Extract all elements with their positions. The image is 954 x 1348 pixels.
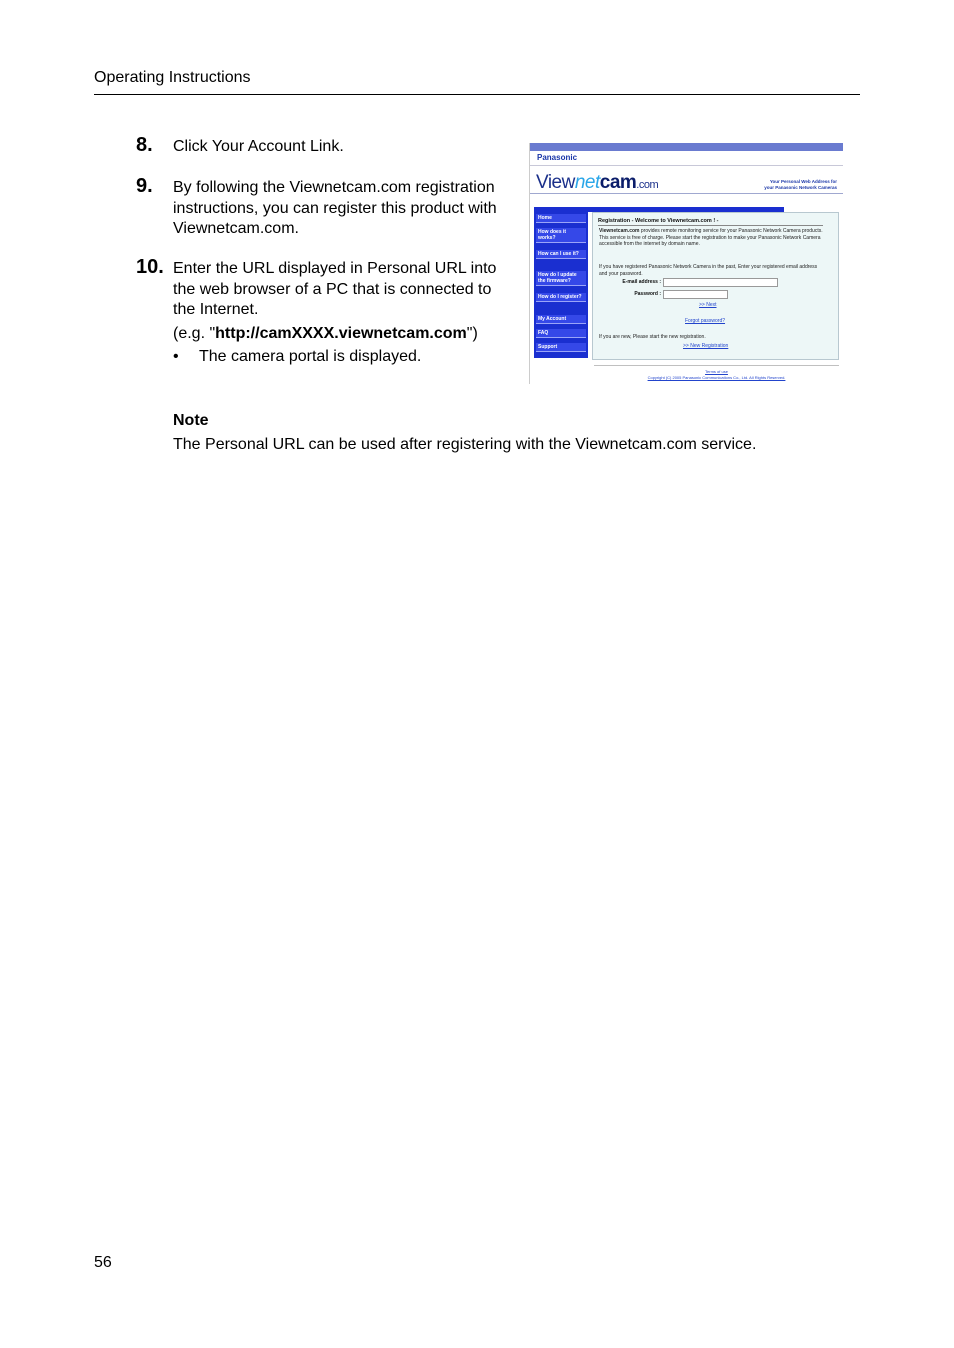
header-title: Operating Instructions	[94, 69, 251, 86]
nav-item-faq[interactable]: FAQ	[536, 329, 586, 338]
step-text: Enter the URL displayed in Personal URL into the web browser of a PC that is connected to the Internet.	[173, 260, 497, 318]
example-url: http://camXXXX.viewnetcam.com	[215, 325, 467, 342]
registered-text: If you have registered Panasonic Network Camera in the past, Enter your registered email address and your password.	[599, 264, 818, 277]
note-text: The Personal URL can be used after registering with the Viewnetcam.com service.	[173, 436, 757, 453]
sidebar-nav	[534, 212, 588, 358]
nav-item-register[interactable]: How do I register?	[536, 293, 586, 302]
footer	[594, 369, 839, 381]
nav-item-how-can-i-use[interactable]: How can I use it?	[536, 250, 586, 259]
email-field[interactable]	[663, 278, 778, 287]
bullet-text: The camera portal is displayed.	[199, 348, 422, 365]
step-text: By following the Viewnetcam.com registration instructions, you can register this product with Viewnetcam.com.	[173, 179, 497, 237]
step-number: 10.	[136, 256, 164, 278]
email-label: E-mail address :	[622, 279, 661, 285]
page-number: 56	[94, 1254, 112, 1271]
example-prefix: (e.g. "	[173, 325, 216, 342]
registration-title: Registration - Welcome to Viewnetcam.com ! -	[598, 218, 719, 224]
nav-item-support[interactable]: Support	[536, 343, 586, 352]
intro-text: Viewnetcam.com provides remote monitoring service for your Panasonic Network Camera products. This service is free of charge. Please start the registration to make your Panasonic Network Camera accessible from the internet by domain name.	[599, 228, 823, 247]
top-bar	[530, 143, 843, 151]
nav-item-home[interactable]: Home	[536, 214, 586, 223]
copyright-link[interactable]: Copyright (C) 2005 Panasonic Communications Co., Ltd. All Rights Reserved.	[647, 375, 786, 380]
nav-item-update-firmware[interactable]: How do I update the firmware?	[536, 271, 586, 286]
divider	[530, 193, 843, 194]
header-rule	[94, 94, 860, 95]
next-link[interactable]: >> Next	[699, 302, 717, 308]
tagline: Your Personal Web Address for your Panasonic Network Cameras	[764, 179, 837, 190]
new-user-text: If you are new, Please start the new registration.	[599, 334, 706, 340]
password-field[interactable]	[663, 290, 728, 299]
terms-link[interactable]: Terms of use	[705, 369, 728, 374]
panasonic-brand: Panasonic	[537, 153, 578, 162]
note-title: Note	[173, 412, 209, 429]
divider	[530, 165, 843, 166]
forgot-password-link[interactable]: Forgot password?	[685, 318, 726, 324]
example-url-line	[173, 324, 518, 345]
footer-rule	[594, 365, 839, 366]
password-label: Password :	[634, 291, 661, 297]
title-rule	[598, 225, 823, 226]
registration-panel	[592, 212, 839, 360]
bullet: •	[173, 348, 179, 365]
step-text: Click Your Account Link.	[173, 138, 344, 155]
nav-item-how-does-it-work[interactable]: How does it works?	[536, 228, 586, 243]
viewnetcam-logo: Viewnetcam.com	[536, 172, 659, 193]
new-registration-link[interactable]: >> New Registration	[683, 343, 729, 349]
step-number: 8.	[136, 134, 153, 156]
example-suffix: ")	[466, 325, 478, 342]
viewnetcam-screenshot	[529, 143, 843, 384]
nav-item-my-account[interactable]: My Account	[536, 315, 586, 324]
step-number: 9.	[136, 175, 153, 197]
